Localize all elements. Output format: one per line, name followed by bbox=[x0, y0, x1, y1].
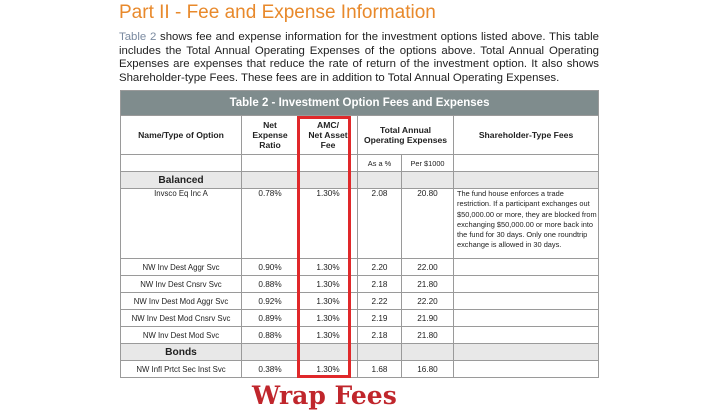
total-percent: 2.19 bbox=[358, 310, 402, 327]
net-expense-ratio: 0.92% bbox=[242, 293, 299, 310]
intro-paragraph bbox=[119, 31, 599, 85]
amc-fee: 1.30% bbox=[299, 361, 358, 378]
total-percent: 2.18 bbox=[358, 276, 402, 293]
header-tao-line1: Total Annual bbox=[379, 125, 432, 135]
header-amc-line3: Fee bbox=[320, 140, 336, 150]
table-row bbox=[121, 310, 599, 327]
group-row-balanced bbox=[121, 172, 599, 189]
left-edge-fade bbox=[0, 0, 60, 419]
total-per-1000: 20.80 bbox=[402, 189, 454, 259]
header-tao-line2: Operating Expenses bbox=[363, 135, 448, 145]
amc-fee: 1.30% bbox=[299, 310, 358, 327]
amc-fee: 1.30% bbox=[299, 293, 358, 310]
shareholder-fee-note bbox=[454, 327, 599, 344]
subheader-empty bbox=[242, 155, 299, 172]
group-label-balanced: Balanced bbox=[121, 172, 242, 189]
amc-fee: 1.30% bbox=[299, 189, 358, 259]
total-per-1000: 21.80 bbox=[402, 276, 454, 293]
table-reference-link[interactable]: Table 2 bbox=[119, 31, 157, 43]
header-amc-line1: AMC/ bbox=[317, 120, 339, 130]
net-expense-ratio: 0.88% bbox=[242, 327, 299, 344]
total-per-1000: 21.80 bbox=[402, 327, 454, 344]
option-name: NW Inv Dest Cnsrv Svc bbox=[121, 276, 242, 293]
amc-fee: 1.30% bbox=[299, 327, 358, 344]
subheader-empty bbox=[299, 155, 358, 172]
group-row-bonds bbox=[121, 344, 599, 361]
group-label-bonds: Bonds bbox=[121, 344, 242, 361]
fees-table-container bbox=[120, 90, 598, 378]
shareholder-fee-note bbox=[454, 293, 599, 310]
option-name: NW Inv Dest Aggr Svc bbox=[121, 259, 242, 276]
option-name: NW Inv Dest Mod Cnsrv Svc bbox=[121, 310, 242, 327]
option-name: Invsco Eq Inc A bbox=[121, 189, 242, 259]
section-heading: Part II - Fee and Expense Information bbox=[119, 2, 436, 23]
subheader-empty bbox=[454, 155, 599, 172]
total-per-1000: 22.20 bbox=[402, 293, 454, 310]
header-amc-line2: Net Asset bbox=[308, 130, 348, 140]
amc-fee: 1.30% bbox=[299, 276, 358, 293]
header-ner-line2: Expense bbox=[252, 130, 288, 140]
option-name: NW Inv Dest Mod Aggr Svc bbox=[121, 293, 242, 310]
shareholder-fee-note bbox=[454, 259, 599, 276]
net-expense-ratio: 0.78% bbox=[242, 189, 299, 259]
table-row bbox=[121, 259, 599, 276]
total-percent: 2.08 bbox=[358, 189, 402, 259]
net-expense-ratio: 0.88% bbox=[242, 276, 299, 293]
shareholder-fee-note: The fund house enforces a trade restriction. If a participant exchanges out $50,000.00 or more, they are blocked from exchanging $50,000.00 or more back into the fund for 30 days. Only one roundtrip exchange is allowed in 30 days. bbox=[454, 189, 599, 259]
header-ner-line3: Ratio bbox=[259, 140, 281, 150]
wrap-fees-annotation: Wrap Fees bbox=[252, 381, 397, 410]
total-per-1000: 21.90 bbox=[402, 310, 454, 327]
table-row bbox=[121, 327, 599, 344]
table-row bbox=[121, 189, 599, 259]
net-expense-ratio: 0.89% bbox=[242, 310, 299, 327]
option-name: NW Infl Prtct Sec Inst Svc bbox=[121, 361, 242, 378]
net-expense-ratio: 0.90% bbox=[242, 259, 299, 276]
table-row bbox=[121, 276, 599, 293]
table-title: Table 2 - Investment Option Fees and Expenses bbox=[121, 91, 599, 116]
total-per-1000: 16.80 bbox=[402, 361, 454, 378]
total-percent: 2.18 bbox=[358, 327, 402, 344]
header-amc-fee bbox=[299, 116, 358, 155]
header-ner-line1: Net bbox=[263, 120, 277, 130]
header-name-type: Name/Type of Option bbox=[121, 116, 242, 155]
table-row bbox=[121, 361, 599, 378]
shareholder-fee-note bbox=[454, 310, 599, 327]
total-percent: 2.20 bbox=[358, 259, 402, 276]
header-net-expense-ratio bbox=[242, 116, 299, 155]
option-name: NW Inv Dest Mod Svc bbox=[121, 327, 242, 344]
header-total-annual bbox=[358, 116, 454, 155]
shareholder-fee-note bbox=[454, 276, 599, 293]
subheader-as-percent: As a % bbox=[358, 155, 402, 172]
amc-fee: 1.30% bbox=[299, 259, 358, 276]
header-shareholder-fees: Shareholder-Type Fees bbox=[454, 116, 599, 155]
intro-text: shows fee and expense information for the investment options listed above. This table includes the Total Annual Operating Expenses of the options above. Total Annual Operating Expenses are expenses that reduce the rate of return of the investment option. It also shows Shareholder-type Fees. These fees are in addition to Total Annual Operating Expenses. bbox=[119, 31, 599, 84]
total-per-1000: 22.00 bbox=[402, 259, 454, 276]
fees-table bbox=[120, 90, 599, 378]
total-percent: 2.22 bbox=[358, 293, 402, 310]
subheader-per-1000: Per $1000 bbox=[402, 155, 454, 172]
subheader-empty bbox=[121, 155, 242, 172]
shareholder-fee-note bbox=[454, 361, 599, 378]
table-row bbox=[121, 293, 599, 310]
net-expense-ratio: 0.38% bbox=[242, 361, 299, 378]
total-percent: 1.68 bbox=[358, 361, 402, 378]
